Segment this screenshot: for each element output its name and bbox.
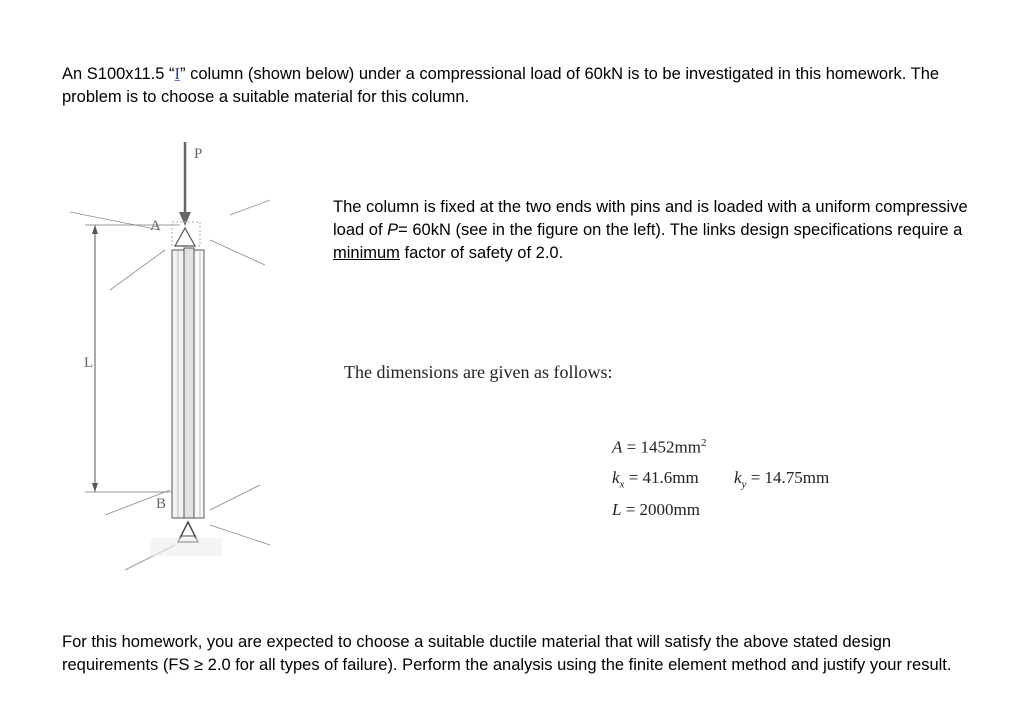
load-symbol: P: [387, 221, 399, 239]
kx-value: = 41.6mm: [624, 468, 699, 487]
ky-equation: [734, 468, 829, 490]
column-diagram: [40, 130, 290, 580]
ky-subscript: y: [741, 478, 747, 491]
spec-text-3: factor of safety of 2.0.: [399, 244, 564, 262]
area-exponent: 2: [700, 437, 707, 449]
spec-paragraph: [333, 196, 973, 265]
area-equation: [612, 437, 706, 458]
label-a: A: [150, 218, 161, 234]
dimension-arrow-top: [92, 225, 98, 234]
top-plane-line: [110, 250, 165, 290]
label-b: B: [156, 496, 167, 512]
column-web: [184, 248, 194, 518]
column-figure: [40, 130, 290, 585]
kx-subscript: x: [619, 478, 625, 491]
top-pin: [175, 228, 195, 246]
column-flange-back: [194, 250, 204, 518]
dimension-arrow-bottom: [92, 483, 98, 492]
ky-value: = 14.75mm: [746, 468, 830, 487]
intro-paragraph: [62, 62, 982, 109]
spec-text-1: The column is fixed at the two ends with pins and is loaded with a uniform compressive load of: [333, 198, 968, 239]
label-p: P: [194, 146, 203, 162]
footer-paragraph: For this homework, you are expected to choose a suitable ductile material that will satisfy the above stated design requirements (FS ≥ 2.0 for all types of failure). Perform the analysis using the finite element method and justify your result.: [62, 633, 952, 674]
top-plane-line: [230, 200, 270, 215]
intro-text-end: ” column (shown below) under a compressional load of 60kN is to be investigated in this homework. The problem is to choose a suitable material for this column.: [62, 65, 940, 106]
area-symbol: A: [612, 437, 623, 457]
length-symbol: L: [612, 500, 622, 519]
area-value: = 1452mm: [622, 437, 701, 457]
top-plane-line: [210, 240, 265, 265]
spec-text-2: = 60kN (see in the figure on the left). The links design specifications require a: [398, 221, 963, 239]
length-equation: [612, 500, 700, 520]
top-plane-line: [70, 212, 160, 230]
length-value: = 2000mm: [621, 500, 701, 519]
i-section-symbol[interactable]: I: [174, 64, 181, 83]
minimum-emphasis: minimum: [333, 244, 400, 262]
intro-text-start: An S100x11.5 “: [62, 65, 175, 83]
bottom-plane-line: [210, 485, 260, 510]
dimensions-intro: The dimensions are given as follows:: [344, 362, 613, 382]
kx-symbol: k: [612, 468, 620, 487]
load-arrow-head: [179, 212, 191, 226]
bottom-support-hatch: [150, 538, 222, 556]
top-pin-region: [172, 222, 200, 246]
ky-symbol: k: [734, 468, 742, 487]
kx-equation: [612, 468, 699, 490]
label-l: L: [84, 355, 94, 371]
